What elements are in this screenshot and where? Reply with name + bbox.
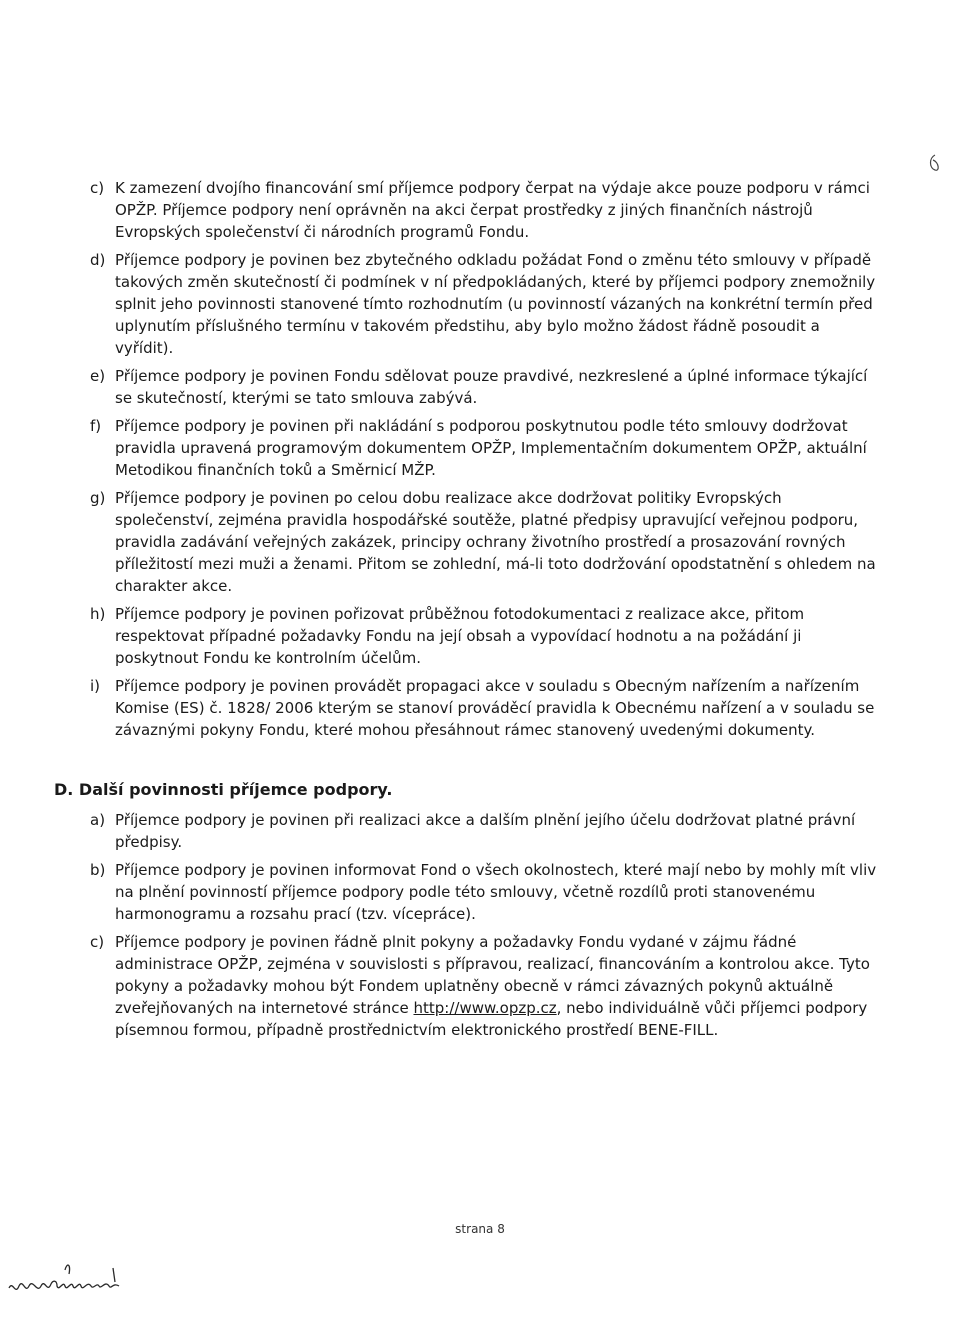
item-label: a): [90, 811, 106, 829]
item-text: Příjemce podpory je povinen při realizaci akce a dalším plnění jejího účelu dodržovat platné právní předpisy.: [115, 811, 856, 851]
item-text: K zamezení dvojího financování smí příjemce podpory čerpat na výdaje akce pouze podporu v rámci OPŽP. Příjemce podpory není oprávněn na akci čerpat prostředky z jiných finančních nástrojů Evropských společenství či národních programů Fondu.: [115, 179, 870, 241]
item-text: Příjemce podpory je povinen při nakládání s podporou poskytnutou podle této smlouvy dodržovat pravidla upravená programovým dokumentem OPŽP, Implementačním dokumentem OPŽP, aktuální Metodikou finančních toků a Směrnicí MŽP.: [115, 417, 867, 479]
list-item: [90, 365, 880, 409]
list-item: [90, 487, 880, 597]
item-label: g): [90, 489, 106, 507]
list-item: [90, 809, 880, 853]
list-item: [90, 249, 880, 359]
item-label: c): [90, 933, 105, 951]
list-item: [90, 675, 880, 741]
list-item: [90, 603, 880, 669]
item-label: d): [90, 251, 106, 269]
item-text: Příjemce podpory je povinen pořizovat průběžnou fotodokumentaci z realizace akce, přitom respektovat případné požadavky Fondu na její obsah a vypovídací hodnotu a na požádání ji poskytnout Fondu ke kontrolním účelům.: [115, 605, 805, 667]
corner-handwritten-mark: [925, 150, 945, 180]
item-label: c): [90, 179, 105, 197]
section-d-heading: D. Další povinnosti příjemce podpory.: [54, 780, 393, 799]
item-text: [115, 931, 880, 1041]
list-item: [90, 931, 880, 1041]
item-label: e): [90, 367, 106, 385]
item-label: h): [90, 605, 106, 623]
item-text-before: Příjemce podpory je povinen řádně plnit pokyny a požadavky Fondu vydané v zájmu řádné administrace OPŽP, zejména v souvislosti s přípravou, realizací, financováním a kontrolou akce. Tyto pokyny a požadavky mohou být Fondem uplatněny obecně v rámci závazných pokynů aktuálně zveřejňovaných na internetové stránce: [115, 933, 870, 1017]
item-label: b): [90, 861, 106, 879]
item-text: Příjemce podpory je povinen bez zbytečného odkladu požádat Fond o změnu této smlouvy v případě takových změn skutečností či podmínek v ní předpokládaných, které by příjemci podpory znemožnily splnit jeho povinnosti stanovené tímto rozhodnutím (u povinností vázaných na konkrétní termín před uplynutím příslušného termínu v takovém předstihu, aby bylo možno žádost řádně posoudit a vyřídit).: [115, 251, 876, 357]
item-text-after: , nebo individuálně vůči příjemci podpory písemnou formou, případně prostřednictvím elektronického prostředí BENE-FILL.: [115, 999, 868, 1039]
opzp-website-link[interactable]: http://www.opzp.cz: [413, 999, 557, 1017]
item-label: i): [90, 677, 101, 695]
item-text: Příjemce podpory je povinen informovat Fond o všech okolnostech, které mají nebo by mohly mít vliv na plnění povinností příjemce podpory podle této smlouvy, včetně rozdílů proti stanovenému harmonogramu a rozsahu prací (tzv. vícepráce).: [115, 861, 877, 923]
page-number: strana 8: [455, 1222, 505, 1236]
list-item: [90, 859, 880, 925]
item-text: Příjemce podpory je povinen po celou dobu realizace akce dodržovat politiky Evropských společenství, zejména pravidla hospodářské soutěže, platné předpisy upravující veřejnou podporu, pravidla zadávání veřejných zakázek, principy ochrany životního prostředí a prosazování rovných příležitostí mezi muži a ženami. Přitom se zohlední, má-li toto dodržování opodstatnění s ohledem na charakter akce.: [115, 489, 876, 595]
section-d-list: [90, 809, 880, 1047]
item-text: Příjemce podpory je povinen provádět propagaci akce v souladu s Obecným nařízením a nařízením Komise (ES) č. 1828/ 2006 kterým se stanoví prováděcí pravidla k Obecnému nařízení a v souladu se závaznými pokyny Fondu, které mohou přesáhnout rámec stanovený uvedenými dokumenty.: [115, 677, 875, 739]
item-label: f): [90, 417, 102, 435]
obligations-list: [90, 177, 880, 747]
item-text: Příjemce podpory je povinen Fondu sdělovat pouze pravdivé, nezkreslené a úplné informace týkající se skutečností, kterými se tato smlouva zabývá.: [115, 367, 868, 407]
list-item: [90, 177, 880, 243]
handwritten-signature: [1, 1250, 141, 1310]
list-item: [90, 415, 880, 481]
